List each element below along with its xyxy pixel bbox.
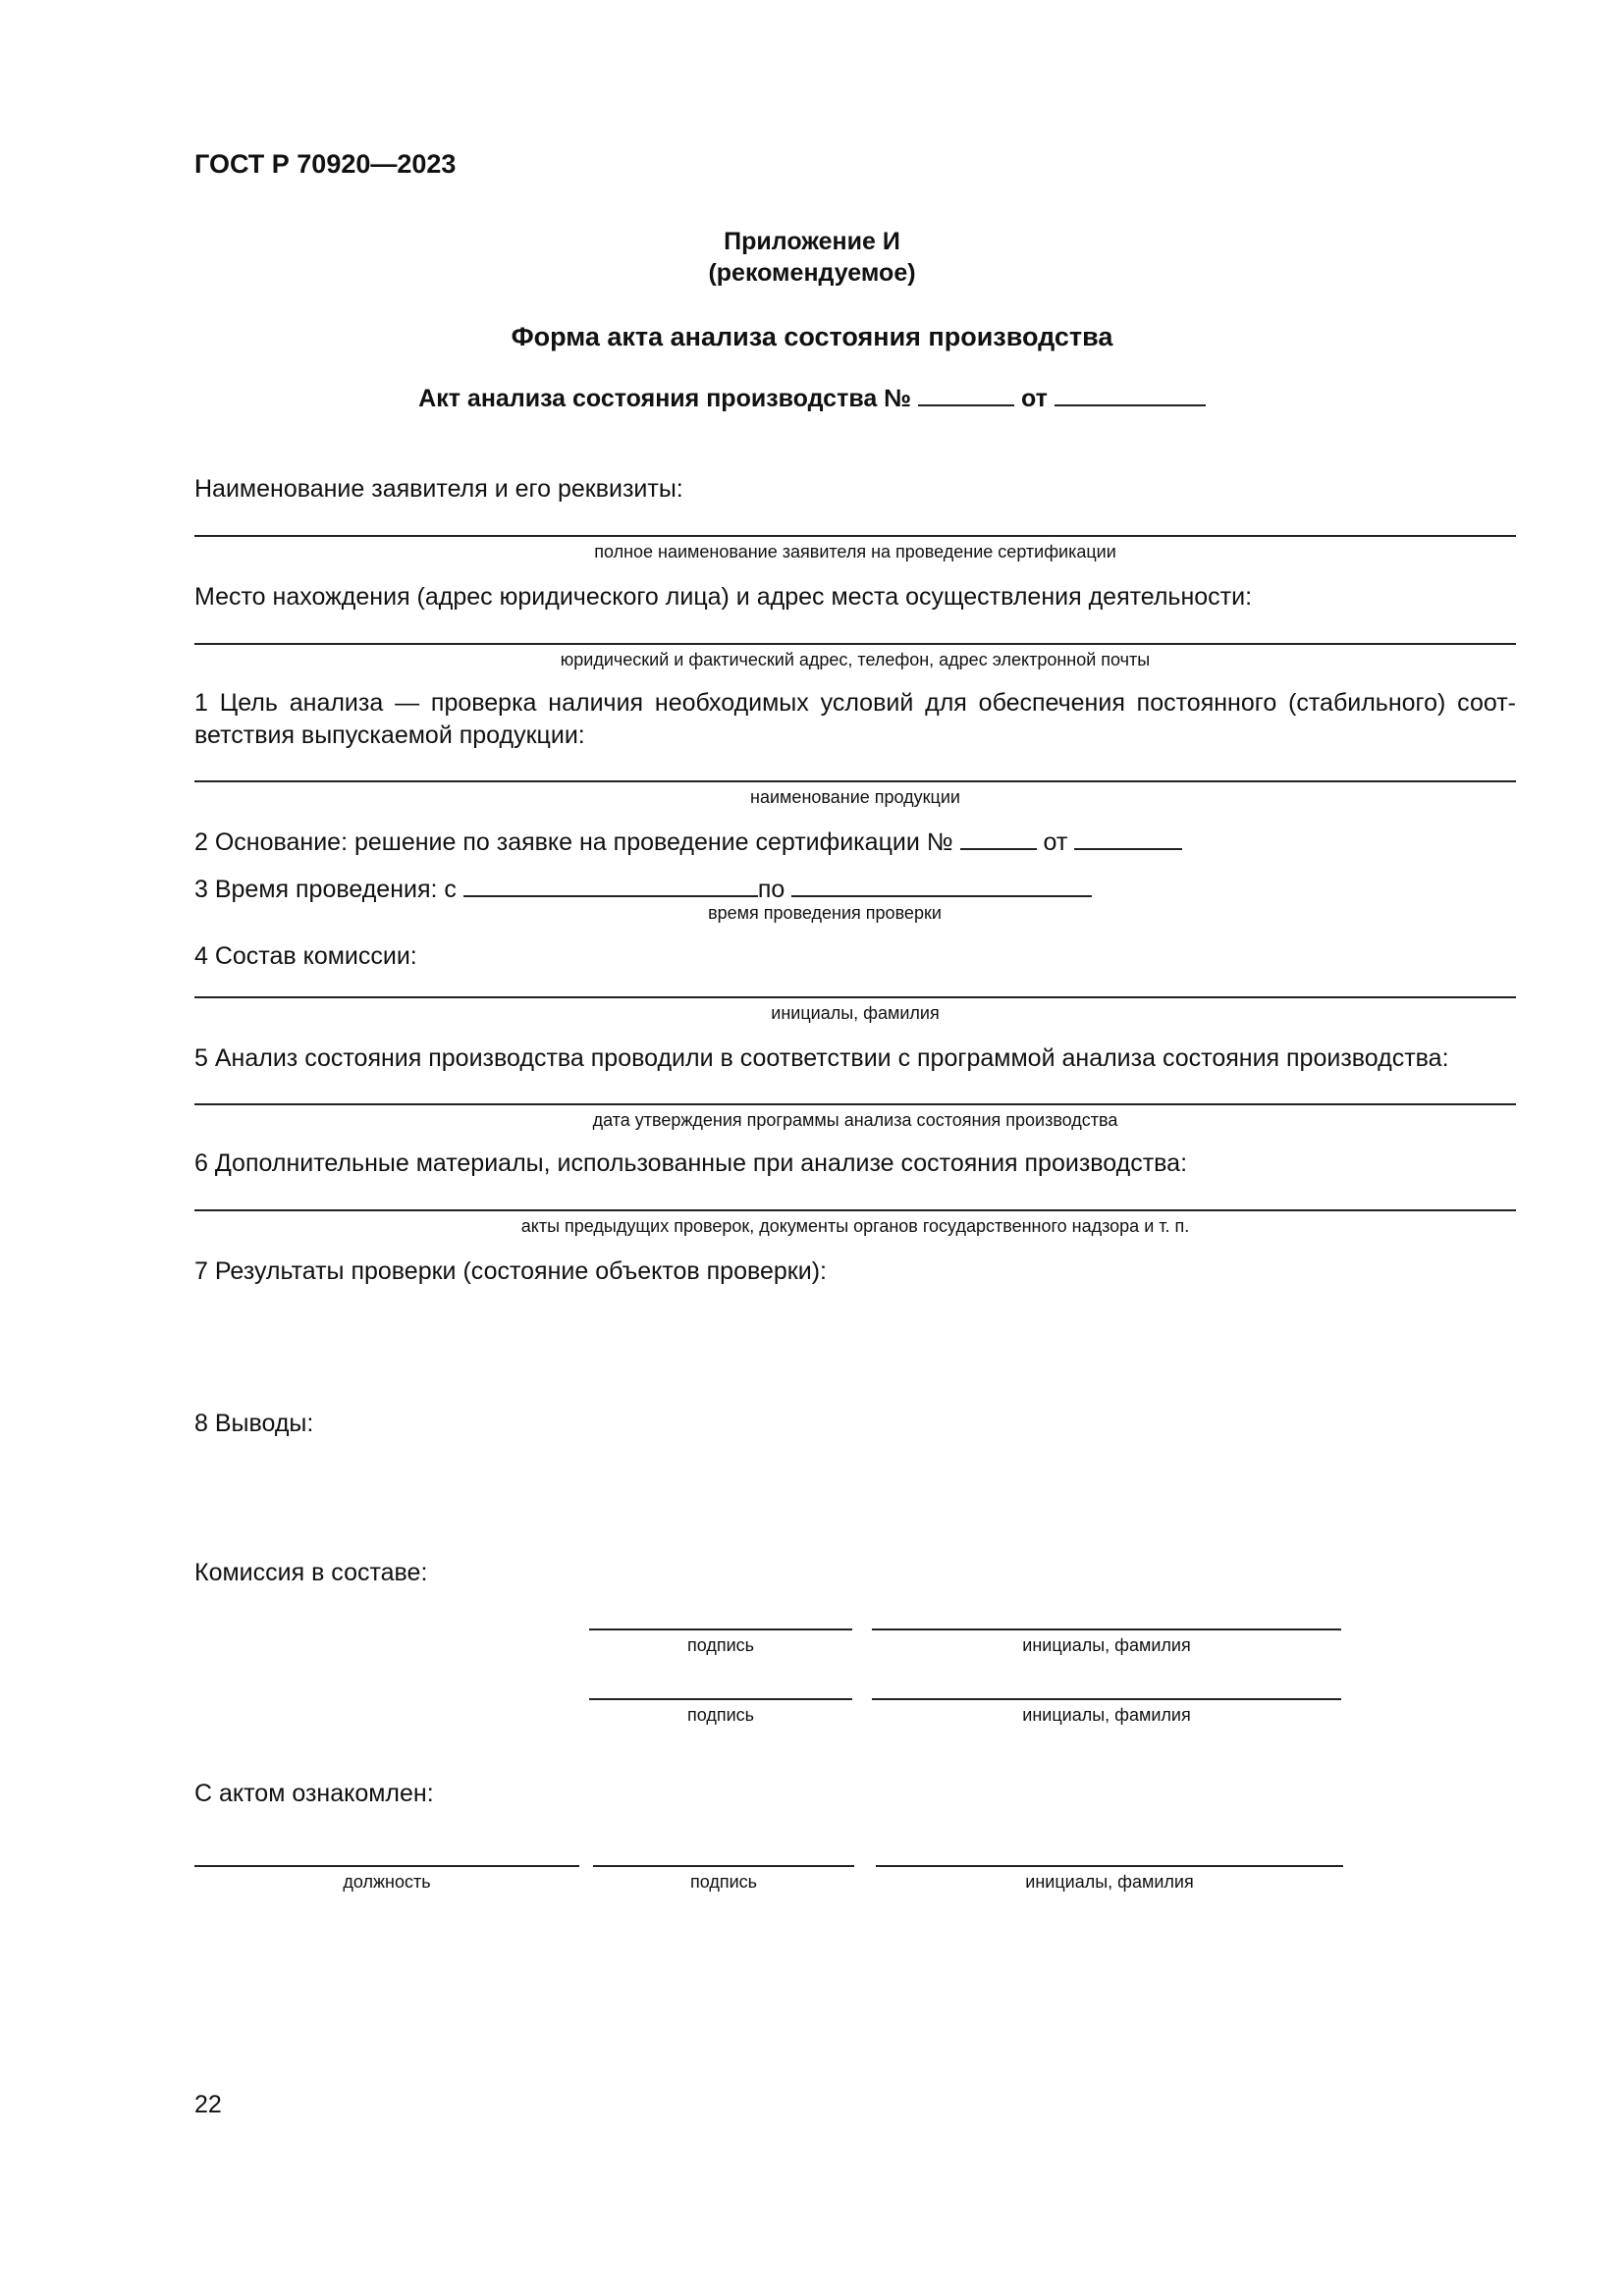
acquainted-position-line	[194, 1865, 579, 1867]
page-number: 22	[194, 2091, 222, 2118]
applicant-line	[194, 535, 1516, 537]
commission-sign-caption-1: подпись	[686, 1635, 755, 1655]
item-4-caption: инициалы, фамилия	[771, 1003, 940, 1023]
item-2-text	[194, 827, 1182, 857]
location-caption: юридический и фактический адрес, телефон, адрес электронной почты	[560, 650, 1151, 669]
acquainted-position-caption: должность	[343, 1872, 431, 1892]
act-title-from: от	[1020, 385, 1048, 412]
item-6-caption: акты предыдущих проверок, документы органов государственного надзора и т. п.	[520, 1216, 1190, 1236]
item-2-date-blank	[1074, 827, 1182, 850]
commission-name-line-1	[872, 1629, 1341, 1630]
item-5-line	[194, 1103, 1516, 1105]
item-1-line	[194, 780, 1516, 782]
item-2-number-blank	[960, 827, 1037, 850]
commission-name-caption-1: инициалы, фамилия	[1022, 1635, 1191, 1655]
act-date-blank	[1055, 383, 1206, 406]
item-8-text: 8 Выводы:	[194, 1410, 314, 1437]
commission-sign-line-2	[589, 1698, 852, 1700]
act-title	[0, 383, 1624, 413]
item-4-line	[194, 996, 1516, 998]
item-7-text: 7 Результаты проверки (состояние объектов проверки):	[194, 1257, 827, 1285]
commission-sign-line-1	[589, 1629, 852, 1630]
item-1-caption: наименование продукции	[750, 787, 960, 807]
form-title: Форма акта анализа состояния производства	[511, 322, 1113, 351]
item-3-text	[194, 874, 1092, 904]
acquainted-name-caption: инициалы, фамилия	[1025, 1872, 1194, 1892]
acquainted-label: С актом ознакомлен:	[194, 1780, 434, 1807]
item-1-text: 1 Цель анализа — проверка наличия необходимых условий для обеспечения постоянного (стабильного) соответствия выпускаемой продукции:	[194, 689, 1516, 749]
location-line	[194, 643, 1516, 645]
item-3-to: по	[757, 876, 785, 903]
item-3-start-blank	[463, 874, 758, 897]
commission-label: Комиссия в составе:	[194, 1559, 428, 1586]
applicant-label: Наименование заявителя и его реквизиты:	[194, 475, 683, 503]
item-6-line	[194, 1209, 1516, 1211]
act-title-prefix: Акт анализа состояния производства №	[418, 385, 912, 412]
item-5-caption: дата утверждения программы анализа состояния производства	[592, 1110, 1118, 1130]
location-label: Место нахождения (адрес юридического лица) и адрес места осуществления деятельности:	[194, 583, 1253, 611]
item-3-end-blank	[791, 874, 1092, 897]
commission-name-line-2	[872, 1698, 1341, 1700]
item-3-caption: время проведения проверки	[708, 903, 942, 923]
item-2-prefix: 2 Основание: решение по заявке на проведение сертификации №	[194, 828, 953, 856]
item-3-prefix: 3 Время проведения: с	[194, 876, 457, 903]
item-4-text: 4 Состав комиссии:	[194, 942, 417, 970]
applicant-caption: полное наименование заявителя на проведение сертификации	[594, 542, 1116, 561]
annex-title: Приложение И	[724, 228, 900, 255]
act-number-blank	[918, 383, 1014, 406]
standard-designation: ГОСТ Р 70920—2023	[194, 149, 457, 179]
acquainted-sign-line	[593, 1865, 854, 1867]
item-5-text: 5 Анализ состояния производства проводили в соответствии с программой анализа состояния производства:	[194, 1044, 1449, 1072]
commission-name-caption-2: инициалы, фамилия	[1022, 1705, 1191, 1725]
commission-sign-caption-2: подпись	[686, 1705, 755, 1725]
acquainted-sign-caption: подпись	[689, 1872, 758, 1892]
item-2-from: от	[1043, 828, 1068, 856]
item-6-text: 6 Дополнительные материалы, использованные при анализе состояния производства:	[194, 1149, 1188, 1177]
acquainted-name-line	[876, 1865, 1343, 1867]
annex-status: (рекомендуемое)	[708, 259, 916, 287]
